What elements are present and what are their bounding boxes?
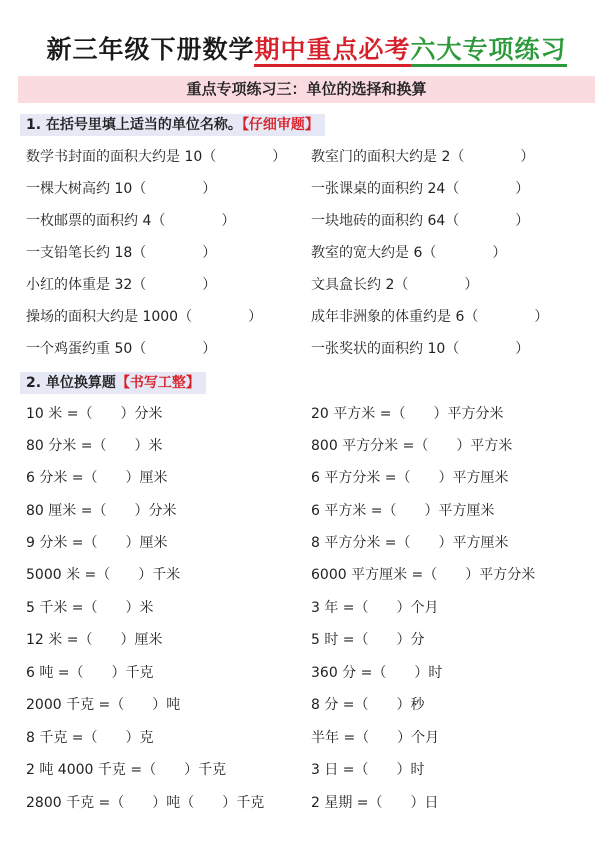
- conversion-row: [0, 727, 613, 749]
- conversion-row: [0, 629, 613, 651]
- conversion-row: [0, 435, 613, 457]
- unit-question: 教室门的面积大约是 2（ ）: [311, 149, 535, 165]
- page-title: [0, 30, 613, 66]
- conversion-question: 2800 千克 =（ ）吨（ ）千克: [26, 795, 265, 811]
- title-grade: 新三年级下册数学: [46, 35, 255, 64]
- conversion-question: 5 千米 =（ ）米: [26, 600, 154, 616]
- conversion-question: 6 平方米 =（ ）平方厘米: [311, 503, 495, 519]
- conversion-row: [0, 532, 613, 554]
- conversion-row: [0, 403, 613, 425]
- conversion-question: 6000 平方厘米 =（ ）平方分米: [311, 567, 536, 583]
- conversion-question: 800 平方分米 =（ ）平方米: [311, 438, 513, 454]
- section2-note: 【书写工整】: [115, 375, 200, 391]
- conversion-question: 80 厘米 =（ ）分米: [26, 503, 177, 519]
- conversion-question: 20 平方米 =（ ）平方分米: [311, 406, 504, 422]
- unit-question: 一张奖状的面积约 10（ ）: [311, 341, 530, 357]
- conversion-question: 3 年 =（ ）个月: [311, 600, 439, 616]
- conversion-row: [0, 467, 613, 489]
- unit-question: 成年非洲象的体重约是 6（ ）: [311, 309, 549, 325]
- conversion-question: 12 米 =（ ）厘米: [26, 632, 163, 648]
- unit-question: 一张课桌的面积约 24（ ）: [311, 181, 530, 197]
- title-practice: 六大专项练习: [411, 35, 567, 67]
- unit-row: [0, 338, 613, 360]
- conversion-question: 8 平方分米 =（ ）平方厘米: [311, 535, 509, 551]
- unit-row: [0, 146, 613, 168]
- conversion-row: [0, 500, 613, 522]
- unit-row: [0, 210, 613, 232]
- unit-question: 小红的体重是 32（ ）: [26, 277, 217, 293]
- conversion-question: 2 星期 =（ ）日: [311, 795, 439, 811]
- conversion-question: 8 分 =（ ）秒: [311, 697, 425, 713]
- unit-question: 一棵大树高约 10（ ）: [26, 181, 217, 197]
- conversion-question: 9 分米 =（ ）厘米: [26, 535, 168, 551]
- conversion-question: 5 时 =（ ）分: [311, 632, 425, 648]
- conversion-question: 10 米 =（ ）分米: [26, 406, 163, 422]
- conversion-row: [0, 694, 613, 716]
- conversion-question: 6 吨 =（ ）千克: [26, 665, 154, 681]
- unit-question: 文具盒长约 2（ ）: [311, 277, 479, 293]
- section1-heading-text: 1. 在括号里填上适当的单位名称。: [26, 117, 242, 133]
- unit-question: 教室的宽大约是 6（ ）: [311, 245, 507, 261]
- unit-question: 操场的面积大约是 1000（ ）: [26, 309, 263, 325]
- conversion-question: 2 吨 4000 千克 =（ ）千克: [26, 762, 227, 778]
- conversion-row: [0, 597, 613, 619]
- conversion-question: 8 千克 =（ ）克: [26, 730, 154, 746]
- section2-heading: [20, 372, 206, 394]
- unit-row: [0, 306, 613, 328]
- unit-question: 一支铅笔长约 18（ ）: [26, 245, 217, 261]
- unit-row: [0, 274, 613, 296]
- conversion-question: 2000 千克 =（ ）吨: [26, 697, 181, 713]
- conversion-row: [0, 759, 613, 781]
- unit-question: 数学书封面的面积大约是 10（ ）: [26, 149, 287, 165]
- conversion-question: 360 分 =（ ）时: [311, 665, 443, 681]
- conversion-question: 6 分米 =（ ）厘米: [26, 470, 168, 486]
- unit-row: [0, 178, 613, 200]
- conversion-question: 80 分米 =（ ）米: [26, 438, 163, 454]
- section2-heading-text: 2. 单位换算题: [26, 375, 116, 391]
- section-banner: 重点专项练习三：单位的选择和换算: [18, 76, 595, 103]
- section1-heading: [20, 114, 325, 136]
- unit-question: 一块地砖的面积约 64（ ）: [311, 213, 530, 229]
- conversion-row: [0, 662, 613, 684]
- title-midterm: 期中重点必考: [254, 35, 410, 67]
- section1-note: 【仔细审题】: [241, 117, 319, 133]
- unit-row: [0, 242, 613, 264]
- conversion-question: 6 平方分米 =（ ）平方厘米: [311, 470, 509, 486]
- conversion-row: [0, 564, 613, 586]
- conversion-question: 3 日 =（ ）时: [311, 762, 425, 778]
- conversion-row: [0, 792, 613, 814]
- unit-question: 一个鸡蛋约重 50（ ）: [26, 341, 217, 357]
- unit-question: 一枚邮票的面积约 4（ ）: [26, 213, 236, 229]
- conversion-question: 半年 =（ ）个月: [311, 730, 440, 746]
- conversion-question: 5000 米 =（ ）千米: [26, 567, 181, 583]
